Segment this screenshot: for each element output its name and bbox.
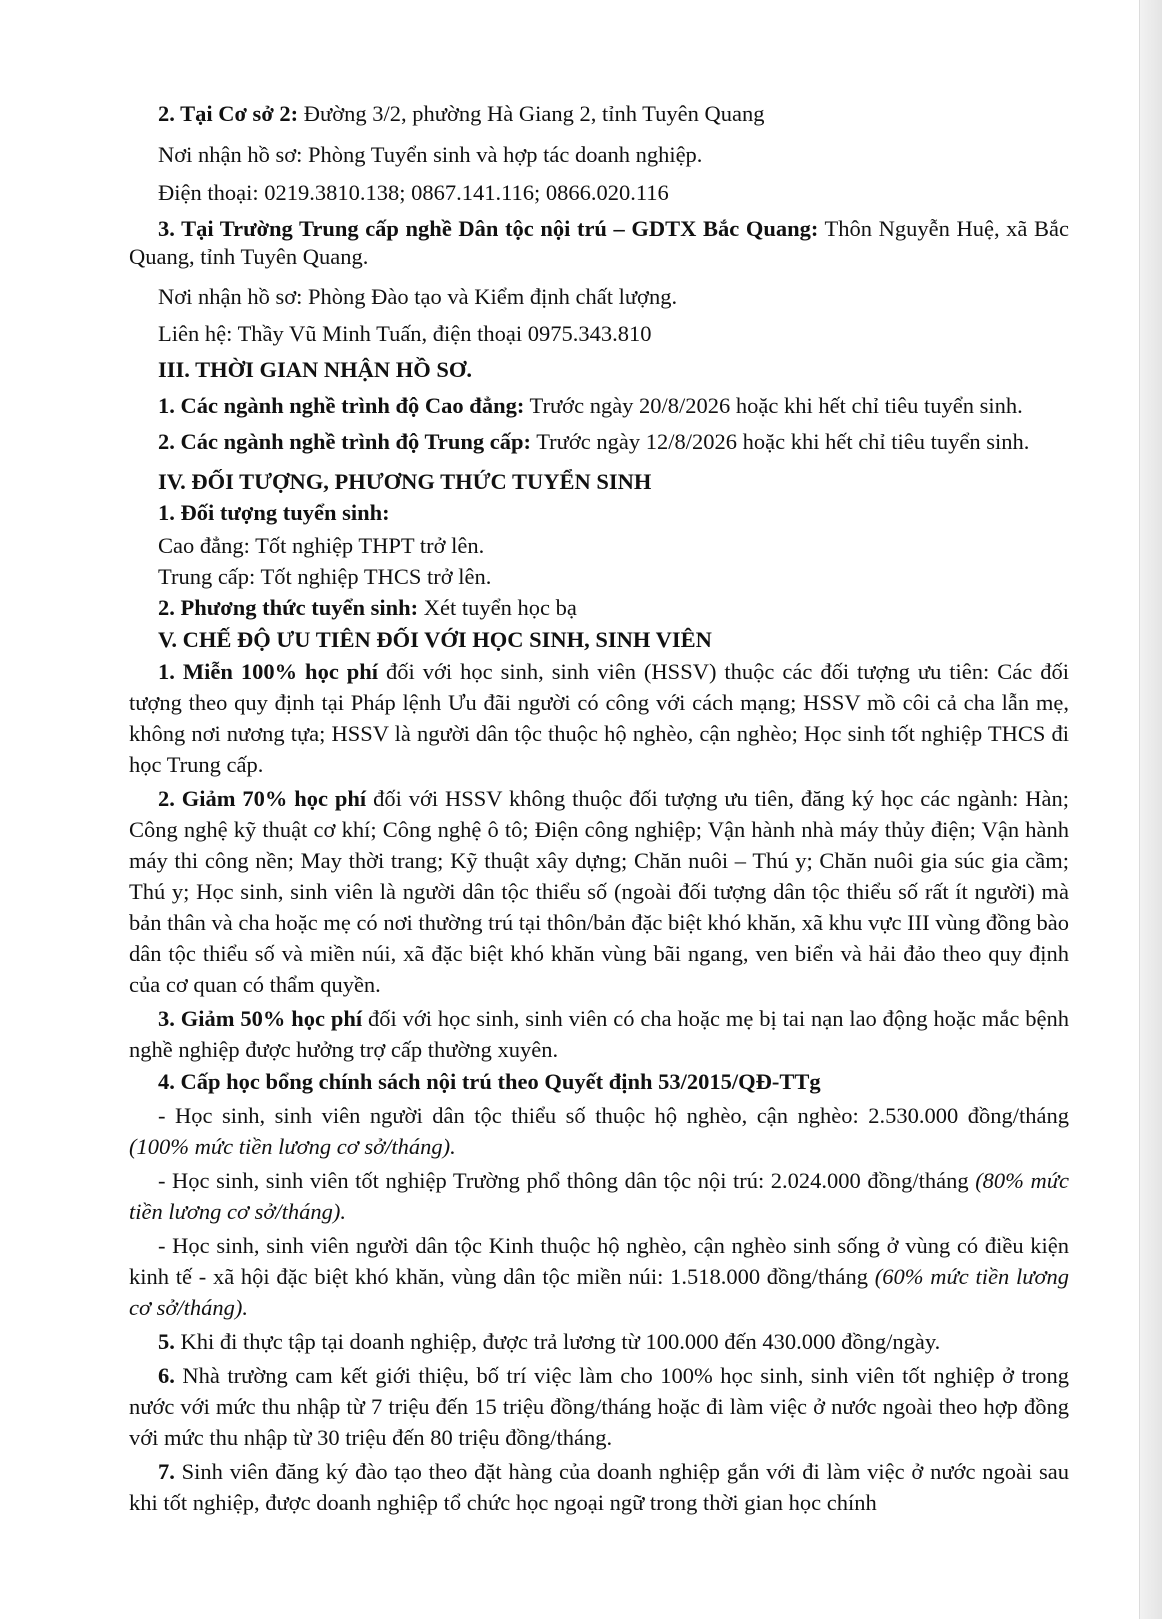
scholarship-bullet-3 xyxy=(129,1230,1069,1323)
section-3-heading-text: III. THỜI GIAN NHẬN HỒ SƠ. xyxy=(158,357,473,382)
co-so-2-label: 2. Tại Cơ sở 2: xyxy=(158,101,299,126)
scholarship-bullet-2 xyxy=(129,1165,1069,1227)
section-3-item-2-label: 2. Các ngành nghề trình độ Trung cấp: xyxy=(158,429,531,454)
scholarship-bullet-1 xyxy=(129,1100,1069,1162)
co-so-2-phone: Điện thoại: 0219.3810.138; 0867.141.116; 0866.020.116 xyxy=(158,180,669,205)
section-5-item-7-text: Sinh viên đăng ký đào tạo theo đặt hàng của doanh nghiệp gắn với đi làm việc ở nước ngoài sau khi tốt nghiệp, được doanh nghiệp tổ chức học ngoại ngữ trong thời gian học chính xyxy=(129,1459,1069,1515)
section-5-item-3 xyxy=(129,1003,1069,1065)
section-4-sub-2 xyxy=(129,592,1069,623)
co-so-3-label: 3. Tại Trường Trung cấp nghề Dân tộc nội trú – GDTX Bắc Quang: xyxy=(158,216,819,241)
co-so-2-address-line xyxy=(129,98,1069,129)
section-3-item-2 xyxy=(129,426,1069,457)
section-5-item-6 xyxy=(129,1360,1069,1453)
scholarship-bullet-1-text: - Học sinh, sinh viên người dân tộc thiểu số thuộc hộ nghèo, cận nghèo: 2.530.000 đồng/tháng xyxy=(158,1103,1069,1128)
section-5-item-6-text: Nhà trường cam kết giới thiệu, bố trí việc làm cho 100% học sinh, sinh viên tốt nghiệp ở trong nước với mức thu nhập từ 7 triệu đến 15 triệu đồng/tháng hoặc đi làm việc ở nước ngoài theo hợp đồng với mức thu nhập từ 30 triệu đến 80 triệu đồng/tháng. xyxy=(129,1363,1069,1450)
scholarship-bullet-3-text: - Học sinh, sinh viên người dân tộc Kinh thuộc hộ nghèo, cận nghèo sinh sống ở vùng có điều kiện kinh tế - xã hội đặc biệt khó khăn, vùng dân tộc miền núi: 1.518.000 đồng/tháng xyxy=(129,1233,1069,1289)
document-page xyxy=(129,98,1069,1518)
section-5-item-5-text: Khi đi thực tập tại doanh nghiệp, được trả lương từ 100.000 đến 430.000 đồng/ngày. xyxy=(174,1329,941,1354)
section-5-item-1-text: đối với học sinh, sinh viên (HSSV) thuộc các đối tượng ưu tiên: Các đối tượng theo quy định tại Pháp lệnh Ưu đãi người có công với cách mạng; HSSV mồ côi cả cha lẫn mẹ, không nơi nương tựa; HSSV là người dân tộc thuộc hộ nghèo, cận nghèo; Học sinh tốt nghiệp THCS đi học Trung cấp. xyxy=(129,659,1069,777)
section-3-item-2-text: Trước ngày 12/8/2026 hoặc khi hết chỉ tiêu tuyển sinh. xyxy=(531,429,1030,454)
section-5-item-6-num: 6. xyxy=(158,1363,175,1388)
section-5-item-1-label: 1. Miễn 100% học phí xyxy=(158,659,379,684)
section-4-heading-text: IV. ĐỐI TƯỢNG, PHƯƠNG THỨC TUYỂN SINH xyxy=(158,469,652,494)
section-4-sub-2-text: Xét tuyển học bạ xyxy=(418,595,577,620)
section-5-item-3-label: 3. Giảm 50% học phí xyxy=(158,1006,363,1031)
scholarship-bullet-2-text: - Học sinh, sinh viên tốt nghiệp Trường phổ thông dân tộc nội trú: 2.024.000 đồng/tháng xyxy=(158,1168,976,1193)
section-3-item-1 xyxy=(129,390,1069,421)
co-so-2-receive: Nơi nhận hồ sơ: Phòng Tuyển sinh và hợp tác doanh nghiệp. xyxy=(158,142,703,167)
section-3-item-1-label: 1. Các ngành nghề trình độ Cao đẳng: xyxy=(158,393,525,418)
section-4-sub-2-label: 2. Phương thức tuyển sinh: xyxy=(158,595,419,620)
section-5-item-4-heading xyxy=(129,1066,1069,1097)
co-so-2-address: Đường 3/2, phường Hà Giang 2, tỉnh Tuyên Quang xyxy=(298,101,765,126)
section-5-item-7 xyxy=(129,1456,1069,1518)
section-5-item-1 xyxy=(129,656,1069,780)
section-5-item-5 xyxy=(129,1326,1069,1357)
section-5-item-4-heading-text: 4. Cấp học bổng chính sách nội trú theo Quyết định 53/2015/QĐ-TTg xyxy=(158,1069,821,1094)
trung-cap-requirement: Trung cấp: Tốt nghiệp THCS trở lên. xyxy=(158,564,492,589)
section-3-heading xyxy=(129,354,1069,385)
cao-dang-requirement: Cao đẳng: Tốt nghiệp THPT trở lên. xyxy=(158,533,485,558)
page-edge-shadow xyxy=(1139,0,1162,1619)
section-5-item-2-text: đối với HSSV không thuộc đối tượng ưu tiên, đăng ký học các ngành: Hàn; Công nghệ kỹ thuật cơ khí; Công nghệ ô tô; Điện công nghiệp; Vận hành nhà máy thủy điện; Vận hành máy thi công nền; May thời trang; Kỹ thuật xây dựng; Chăn nuôi – Thú y; Chăn nuôi gia súc gia cầm; Thú y; Học sinh, sinh viên là người dân tộc thiểu số (ngoài đối tượng dân tộc thiểu số rất ít người) mà bản thân và cha hoặc mẹ có nơi thường trú tại thôn/bản đặc biệt khó khăn, xã khu vực III vùng đồng bào dân tộc thiểu số và miền núi, xã đặc biệt khó khăn vùng bãi ngang, ven biển và hải đảo theo quy định của cơ quan có thẩm quyền. xyxy=(129,786,1069,997)
co-so-3-contact: Liên hệ: Thầy Vũ Minh Tuấn, điện thoại 0975.343.810 xyxy=(158,321,652,346)
section-4-heading xyxy=(129,466,1069,497)
co-so-3-paragraph xyxy=(129,215,1069,271)
section-5-item-2 xyxy=(129,783,1069,1000)
section-5-item-7-num: 7. xyxy=(158,1459,175,1484)
section-4-sub-1-heading-text: 1. Đối tượng tuyển sinh: xyxy=(158,500,390,525)
section-5-item-3-text: đối với học sinh, sinh viên có cha hoặc mẹ bị tai nạn lao động hoặc mắc bệnh nghề nghiệp được hưởng trợ cấp thường xuyên. xyxy=(129,1006,1069,1062)
co-so-3-address: Thôn Nguyễn Huệ, xã Bắc Quang, tỉnh Tuyên Quang. xyxy=(129,216,1069,269)
section-5-item-2-label: 2. Giảm 70% học phí xyxy=(158,786,367,811)
scholarship-bullet-2-note: (80% mức tiền lương cơ sở/tháng). xyxy=(129,1168,1069,1224)
section-5-item-5-num: 5. xyxy=(158,1329,175,1354)
section-4-sub-1-heading xyxy=(129,497,1069,528)
section-3-item-1-text: Trước ngày 20/8/2026 hoặc khi hết chỉ tiêu tuyển sinh. xyxy=(524,393,1023,418)
scholarship-bullet-1-note: (100% mức tiền lương cơ sở/tháng). xyxy=(129,1134,456,1159)
scholarship-bullet-3-note: (60% mức tiền lương cơ sở/tháng). xyxy=(129,1264,1070,1320)
section-5-heading xyxy=(129,624,1069,655)
section-5-heading-text: V. CHẾ ĐỘ ƯU TIÊN ĐỐI VỚI HỌC SINH, SINH VIÊN xyxy=(158,627,712,652)
co-so-3-receive: Nơi nhận hồ sơ: Phòng Đào tạo và Kiểm định chất lượng. xyxy=(158,284,678,309)
